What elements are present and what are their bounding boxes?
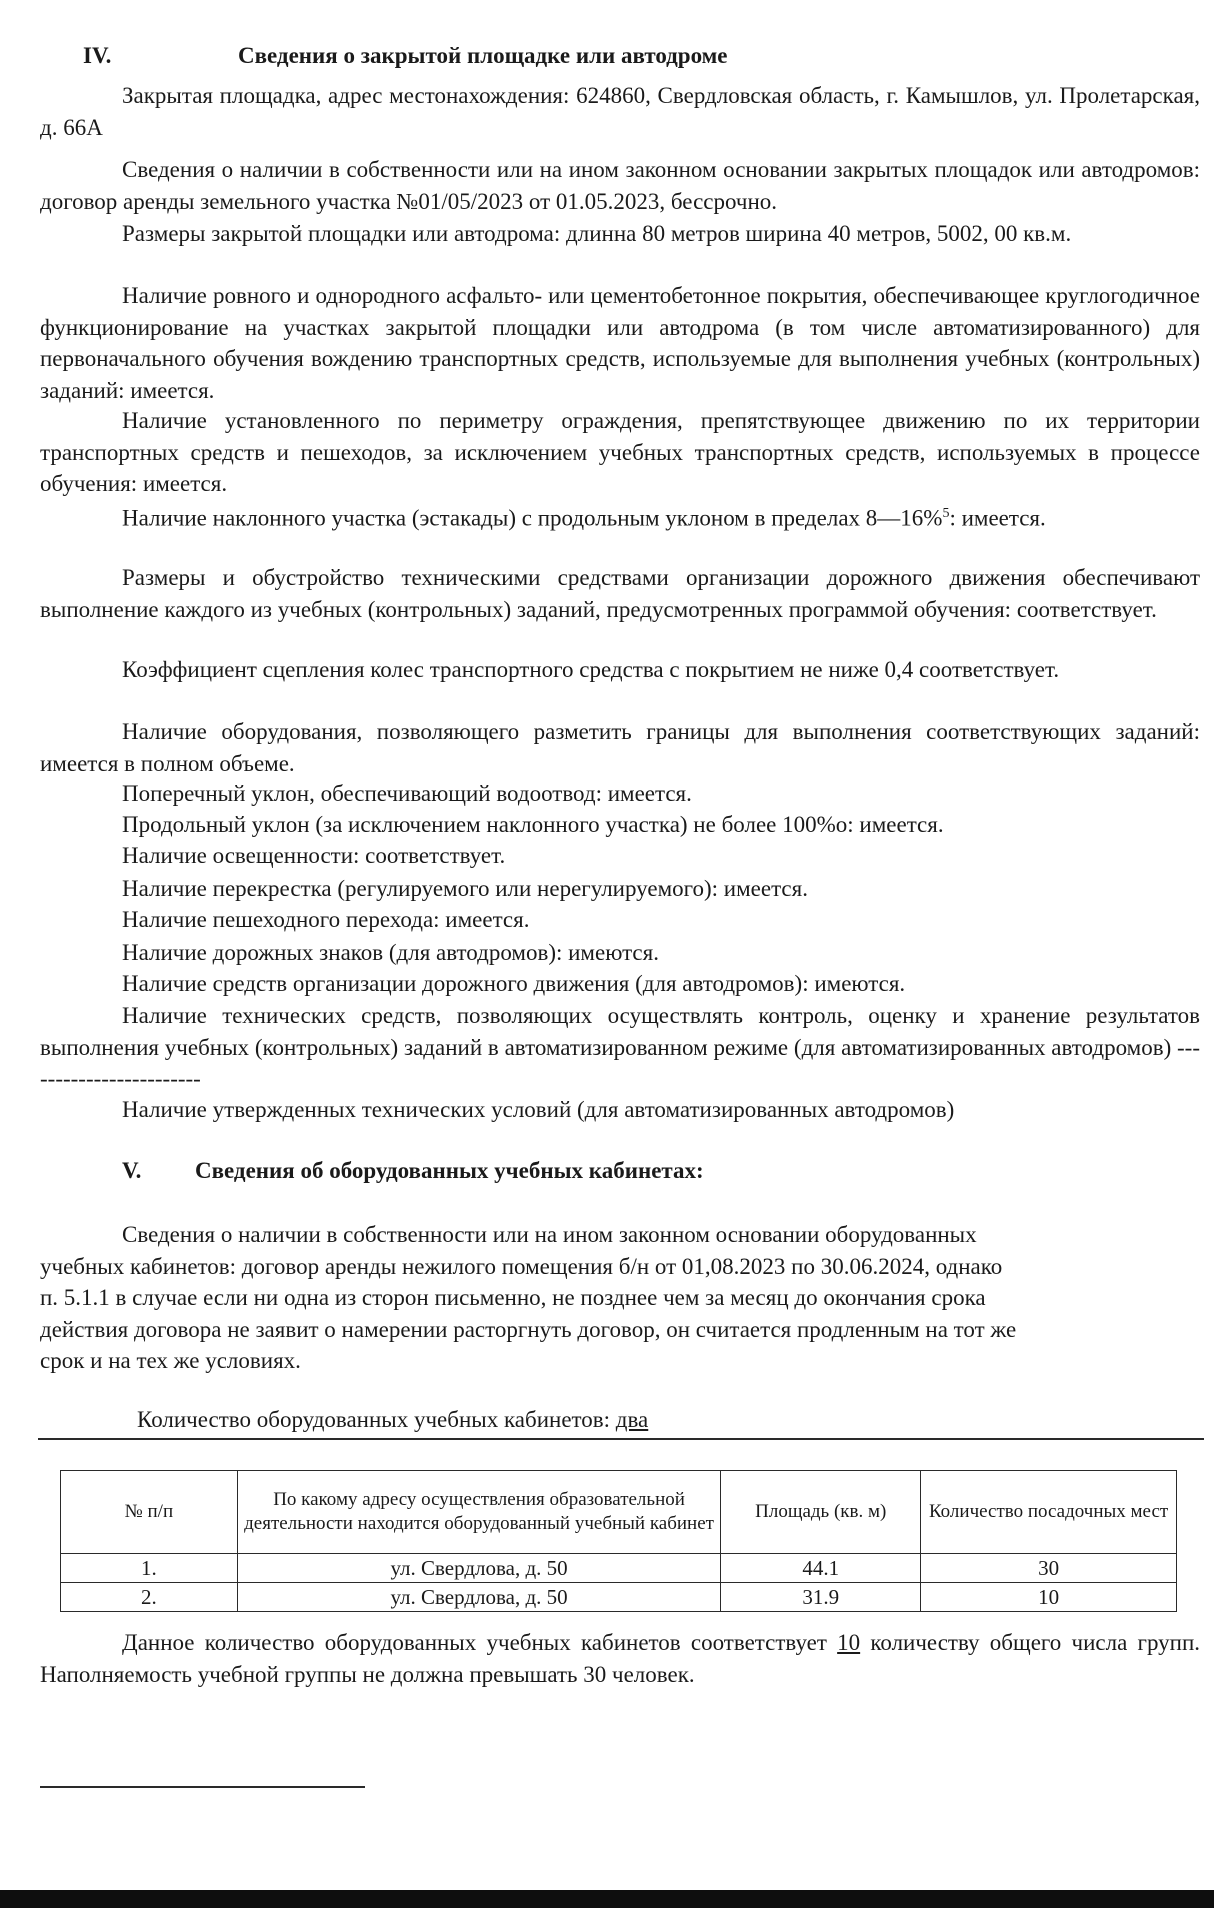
- technical-control-means: Наличие технических средств, позволяющих осуществлять контроль, оценку и хранение результатов выполнения учебных (контрольных) заданий в автоматизированном режиме (для автоматизированных автодромов) ------------------------: [40, 1003, 1200, 1091]
- row-area: 44.1: [721, 1554, 921, 1583]
- inclined-section-status: : имеется.: [949, 505, 1046, 531]
- row-number: 1.: [61, 1554, 238, 1583]
- row-number: 2.: [61, 1583, 238, 1612]
- header-area: Площадь (кв. м): [721, 1471, 921, 1554]
- classrooms-ownership: [40, 1219, 1205, 1377]
- header-seats: Количество посадочных мест: [921, 1471, 1177, 1554]
- classrooms-summary: [40, 1627, 1200, 1690]
- table-row: [61, 1583, 1177, 1612]
- header-number: № п/п: [61, 1471, 238, 1554]
- ownership-line-5: срок и на тех же условиях.: [40, 1348, 301, 1373]
- section-4-number: IV.: [83, 43, 112, 68]
- closed-site-size: Размеры закрытой площадки или автодрома: длинна 80 метров ширина 40 метров, 5002, 00 кв.м.: [122, 221, 1072, 246]
- longitudinal-slope: Продольный уклон (за исключением наклонного участка) не более 100%о: имеется.: [122, 812, 944, 837]
- classroom-count-value: два: [615, 1407, 649, 1432]
- marking-equipment: Наличие оборудования, позволяющего разметить границы для выполнения соответствующих заданий: имеется в полном объеме.: [40, 719, 1200, 776]
- ownership-line-2: учебных кабинетов: договор аренды нежилого помещения б/н от 01,08.2023 по 30.06.2024, однако: [40, 1253, 1003, 1279]
- cross-slope: Поперечный уклон, обеспечивающий водоотвод: имеется.: [122, 781, 692, 806]
- row-area: 31.9: [721, 1583, 921, 1612]
- summary-groups-number: 10: [837, 1630, 861, 1655]
- row-seats: 30: [921, 1554, 1177, 1583]
- row-address: ул. Свердлова, д. 50: [237, 1554, 721, 1583]
- table-row: [61, 1554, 1177, 1583]
- ownership-line-1: Сведения о наличии в собственности или на ином законном основании оборудованных: [122, 1222, 977, 1247]
- road-signs: Наличие дорожных знаков (для автодромов): имеются.: [122, 940, 659, 965]
- classroom-count: [137, 1404, 648, 1436]
- header-address: По какому адресу осуществления образовательной деятельности находится оборудованный учебный кабинет: [237, 1471, 721, 1554]
- traffic-equipment-sizes: Размеры и обустройство техническими средствами организации дорожного движения обеспечивают выполнение каждого из учебных (контрольных) заданий, предусмотренных программой обучения: соответствует.: [40, 565, 1200, 622]
- footnote-mark: 5: [942, 506, 950, 521]
- table-header-row: [61, 1471, 1177, 1554]
- summary-text-a: Данное количество оборудованных учебных кабинетов соответствует: [122, 1630, 838, 1655]
- perimeter-fence: Наличие установленного по периметру ограждения, препятствующее движению по их территории транспортных средств и пешеходов, за исключением учебных транспортных средств, используемых в процессе обучения: имеется.: [40, 408, 1200, 496]
- pedestrian-crossing: Наличие пешеходного перехода: имеется.: [122, 907, 530, 932]
- technical-conditions: Наличие утвержденных технических условий (для автоматизированных автодромов): [122, 1097, 955, 1122]
- row-address: ул. Свердлова, д. 50: [237, 1583, 721, 1612]
- inclined-section-text: Наличие наклонного участка (эстакады) с продольным уклоном в пределах 8—16%: [122, 505, 943, 531]
- ownership-line-4: действия договора не заявит о намерении расторгнуть договор, он считается продленным на тот же: [40, 1316, 1017, 1342]
- classrooms-table: [60, 1470, 1177, 1612]
- grip-coefficient: Коэффициент сцепления колес транспортного средства с покрытием не ниже 0,4 соответствует.: [122, 657, 1060, 682]
- traffic-organization-means: Наличие средств организации дорожного движения (для автодромов): имеются.: [122, 971, 906, 996]
- divider-line: [38, 1438, 1204, 1440]
- summary-text-b: количеству общего числа групп. Наполняемость учебной группы не должна превышать 30 человек.: [40, 1630, 1201, 1687]
- section-5-title: Сведения об оборудованных учебных кабинетах:: [195, 1158, 704, 1183]
- classroom-count-label: Количество оборудованных учебных кабинетов:: [137, 1407, 616, 1432]
- row-seats: 10: [921, 1583, 1177, 1612]
- inclined-section: [40, 498, 1200, 534]
- section-5-number: V.: [122, 1158, 142, 1183]
- crossroad: Наличие перекрестка (регулируемого или нерегулируемого): имеется.: [122, 876, 808, 901]
- asphalt-coverage: Наличие ровного и однородного асфальто- или цементобетонное покрытия, обеспечивающее круглогодичное функционирование на участках закрытой площадки или автодрома (в том числе автоматизированного) для первоначального обучения вождению транспортных средств, используемые для выполнения учебных (контрольных) заданий: имеется.: [40, 283, 1200, 403]
- closed-site-address: Закрытая площадка, адрес местонахождения: 624860, Свердловская область, г. Камышлов, ул. Пролетарская, д. 66А: [40, 83, 1200, 140]
- scan-edge-bar: [0, 1890, 1214, 1908]
- ownership-line-3: п. 5.1.1 в случае если ни одна из сторон письменно, не позднее чем за месяц до окончания срока: [40, 1285, 986, 1310]
- closed-site-ownership: Сведения о наличии в собственности или на ином законном основании закрытых площадок или автодромов: договор аренды земельного участка №01/05/2023 от 01.05.2023, бессрочно.: [40, 157, 1200, 214]
- section-4-title: Сведения о закрытой площадке или автодроме: [238, 43, 728, 68]
- footnote-separator: [40, 1786, 365, 1788]
- lighting: Наличие освещенности: соответствует.: [122, 843, 506, 868]
